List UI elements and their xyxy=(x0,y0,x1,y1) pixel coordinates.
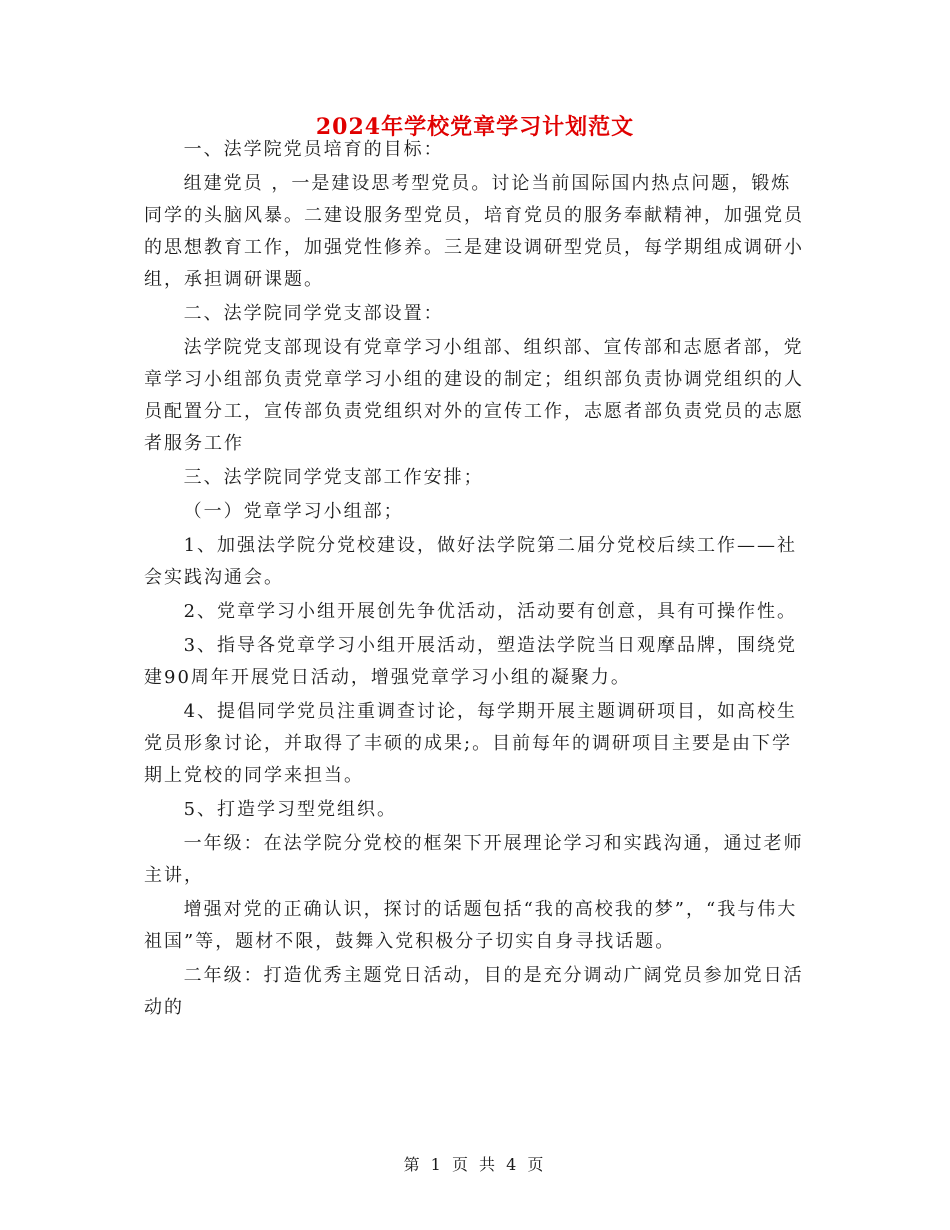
paragraph: （一）党章学习小组部； xyxy=(183,501,404,522)
paragraph: 3、指导各党章学习小组开展活动，塑造法学院当日观摩品牌，围绕党建90周年开展党日活动，增强党章学习小组的凝聚力。 xyxy=(144,635,798,688)
paragraph: 二年级：打造优秀主题党日活动，目的是充分调动广阔党员参加党日活动的 xyxy=(144,965,804,1018)
paragraph: 5、打造学习型党组织。 xyxy=(183,799,398,820)
paragraph: 组建党员 ，一是建设思考型党员。讨论当前国际国内热点问题，锻炼同学的头脑风暴。二建设服务型党员，培育党员的服务奉献精神，加强党员的思想教育工作，加强党性修养。三是建设调研型党员，每学期组成调研小组，承担调研课题。 xyxy=(144,173,804,290)
paragraph: 2、党章学习小组开展创先争优活动，活动要有创意，具有可操作性。 xyxy=(183,601,798,622)
paragraph: 4、提倡同学党员注重调查讨论，每学期开展主题调研项目，如高校生党员形象讨论，并取得了丰硕的成果;。目前每年的调研项目主要是由下学期上党校的同学来担当。 xyxy=(144,701,798,786)
paragraph: 三、法学院同学党支部工作安排； xyxy=(183,467,484,488)
page-footer: 第 1 页 共 4 页 xyxy=(403,1155,547,1174)
document-body xyxy=(144,134,809,1026)
paragraph: 一年级：在法学院分党校的框架下开展理论学习和实践沟通，通过老师主讲， xyxy=(144,833,804,886)
paragraph: 法学院党支部现设有党章学习小组部、组织部、宣传部和志愿者部，党章学习小组部负责党章学习小组的建设的制定；组织部负责协调党组织的人员配置分工，宣传部负责党组织对外的宣传工作，志愿者部负责党员的志愿者服务工作 xyxy=(144,337,804,454)
document-title: 2024年学校党章学习计划范文 xyxy=(315,114,635,140)
paragraph: 增强对党的正确认识，探讨的话题包括“我的高校我的梦”，“我与伟大祖国”等，题材不限，鼓舞入党积极分子切实自身寻找话题。 xyxy=(144,899,798,952)
paragraph: 一、法学院党员培育的目标： xyxy=(183,139,444,160)
paragraph: 1、加强法学院分党校建设，做好法学院第二届分党校后续工作——社会实践沟通会。 xyxy=(144,535,798,588)
paragraph: 二、法学院同学党支部设置： xyxy=(183,303,444,324)
